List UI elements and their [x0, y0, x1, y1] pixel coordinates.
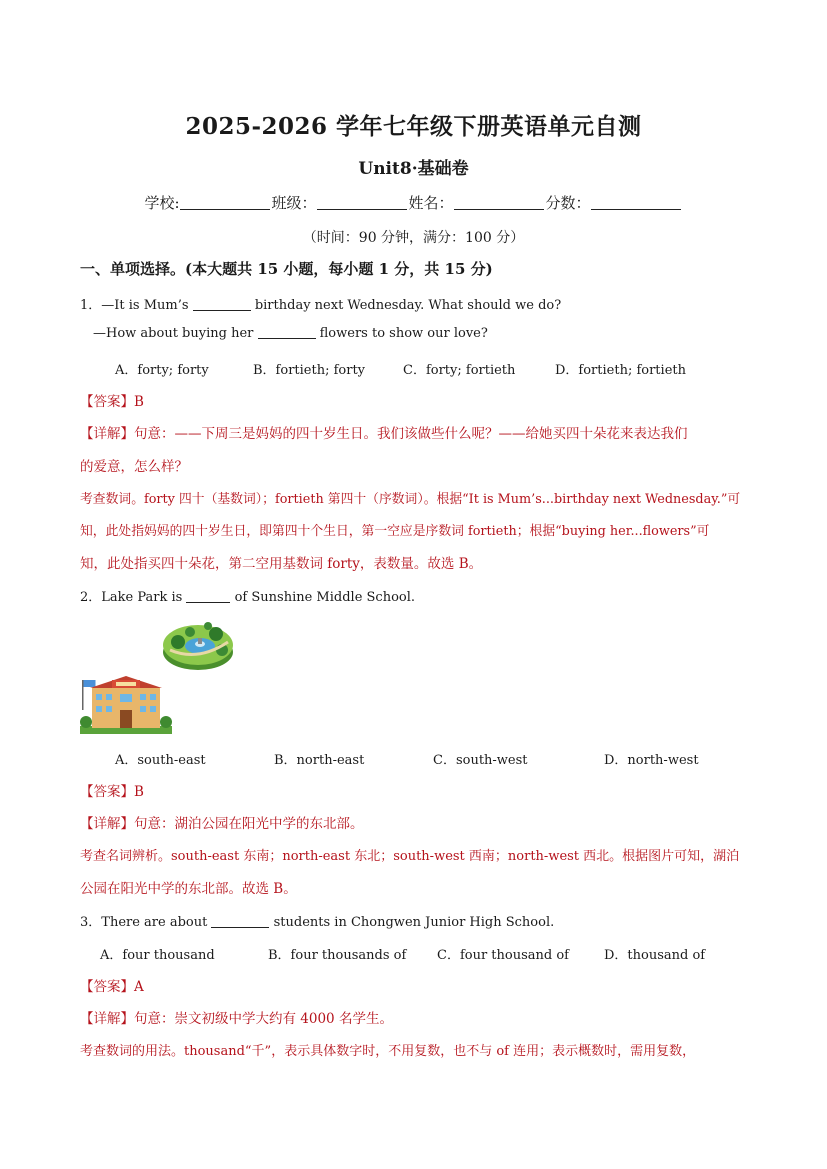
option-a: A．forty; forty — [115, 363, 209, 378]
question-3 — [80, 911, 554, 930]
question-text: students in Chongwen Junior High School. — [273, 915, 555, 930]
class-blank — [317, 195, 407, 210]
question-text: birthday next Wednesday. What should we do? — [254, 298, 562, 313]
question-text: 1．—It is Mum’s — [80, 298, 189, 313]
detail-line: 【详解】句意：——下周三是妈妈的四十岁生日。我们该做些什么呢？——给她买四十朵花来表达我们 — [80, 426, 688, 442]
school-blank — [180, 195, 270, 210]
time-info: （时间：90 分钟，满分：100 分） — [302, 230, 525, 246]
question-1-line-1 — [80, 294, 561, 313]
detail-line: 【详解】句意：湖泊公园在阳光中学的东北部。 — [80, 816, 364, 832]
answer-blank — [186, 590, 230, 603]
answer-blank — [193, 298, 251, 311]
explanation-line: 考查名词辨析。south-east 东南；north-east 东北；south-west 西南；north-west 西北。根据图片可知，湖泊 — [80, 849, 740, 864]
answer-label: 【答案】A — [80, 979, 144, 995]
explanation-line: 考查数词。forty 四十（基数词）；fortieth 第四十（序数词）。根据“It is Mum’s...birthday next Wednesday.”可 — [80, 492, 741, 507]
question-1-line-2 — [93, 326, 488, 341]
detail-line: 【详解】句意：崇文初级中学大约有 4000 名学生。 — [80, 1011, 393, 1027]
class-label: 班级： — [271, 194, 317, 212]
answer-label: 【答案】B — [80, 784, 144, 800]
question-text: of Sunshine Middle School. — [234, 590, 416, 605]
page-title: 2025-2026 学年七年级下册英语单元自测 — [185, 113, 642, 140]
question-2 — [80, 586, 415, 605]
score-blank — [591, 195, 681, 210]
detail-line: 的爱意，怎么样？ — [80, 459, 188, 475]
option-c: C．four thousand of — [437, 948, 569, 963]
option-d: D．fortieth; fortieth — [555, 363, 686, 378]
option-c: C．south-west — [433, 753, 528, 768]
question-text: 3．There are about — [80, 915, 208, 930]
option-a: A．four thousand — [100, 948, 215, 963]
school-illustration — [80, 672, 172, 734]
section-title: 一、单项选择。(本大题共 15 小题，每小题 1 分，共 15 分) — [80, 260, 493, 278]
answer-blank — [211, 915, 269, 928]
explanation-line: 知，此处指买四十朵花，第二空用基数词 forty，表数量。故选 B。 — [80, 556, 483, 572]
page-subtitle: Unit8·基础卷 — [358, 159, 469, 179]
option-b: B．fortieth; forty — [253, 363, 366, 378]
school-label: 学校: — [144, 194, 180, 212]
option-b: B．four thousands of — [268, 948, 407, 963]
student-info-row — [0, 192, 827, 213]
option-d: D．thousand of — [604, 948, 706, 963]
explanation-line: 公园在阳光中学的东北部。故选 B。 — [80, 881, 297, 897]
score-label: 分数： — [545, 194, 591, 212]
option-b: B．north-east — [274, 753, 365, 768]
answer-label: 【答案】B — [80, 394, 144, 410]
answer-blank — [258, 326, 316, 339]
option-a: A．south-east — [115, 753, 206, 768]
question-text: 2．Lake Park is — [80, 590, 183, 605]
name-label: 姓名： — [408, 194, 454, 212]
park-illustration — [160, 612, 236, 674]
question-text: —How about buying her — [93, 326, 254, 341]
explanation-line: 考查数词的用法。thousand“千”，表示具体数字时，不用复数，也不与 of 连用；表示概数时，需用复数， — [80, 1044, 696, 1059]
option-d: D．north-west — [604, 753, 699, 768]
name-blank — [454, 195, 544, 210]
question-text: flowers to show our love? — [319, 326, 488, 341]
option-c: C．forty; fortieth — [403, 363, 516, 378]
explanation-line: 知，此处指妈妈的四十岁生日，即第四十个生日，第一空应是序数词 fortieth；根据“buying her...flowers”可 — [80, 524, 710, 539]
